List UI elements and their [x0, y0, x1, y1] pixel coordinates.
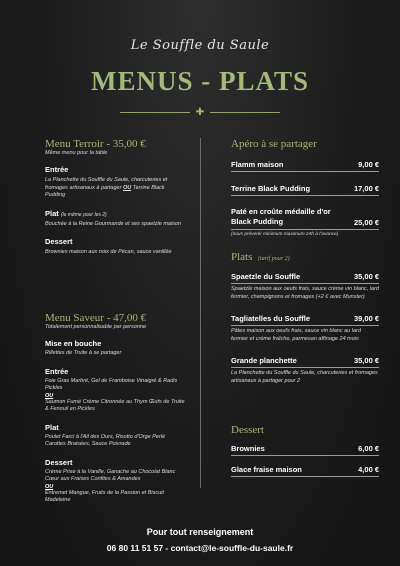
contact-heading: Pour tout renseignement	[146, 527, 254, 537]
terroir-plat-heading: Plat (le même pour les 2)	[45, 208, 107, 218]
apero-item	[231, 207, 379, 239]
saveur-entree-desc2: Saumon Fumé Crème Citronnée au Thym Œufs de Truite & Fenouil en Pickles	[45, 398, 185, 412]
terroir-dessert-heading: Dessert	[45, 237, 73, 246]
terroir-entree-desc: La Planchette du Souffle du Saule, charcuteries et fromages artisanaux à partager OU Terrine Black Pudding	[45, 177, 168, 198]
apero-item-price: 17,00 €	[353, 184, 379, 193]
apero-item-name: Paté en croûte médaille d'or Black Pudding	[231, 207, 331, 226]
saveur-plat-desc: Poulet Farci à l'Ail des Ours, Risotto d'Orge Perlé Carottes Braisées, Sauce Poivrade	[45, 433, 166, 447]
dessert-item-price: 6,00 €	[358, 444, 379, 453]
plat-item	[231, 314, 379, 343]
terroir-dessert-desc: Brownies maison aux noix de Pécan, sauce vanillée	[45, 249, 172, 255]
plat-item-name: Grande planchette	[231, 356, 297, 365]
apero-item-name: Flamm maison	[231, 160, 284, 169]
plats-section	[231, 251, 379, 385]
saveur-mise-desc: Rillettes de Truite à se partager	[45, 350, 122, 356]
apero-item-name: Terrine Black Pudding	[231, 184, 311, 193]
dessert-item	[231, 465, 379, 477]
saveur-entree-heading: Entrée	[45, 366, 69, 376]
plat-item-desc: Pâtes maison aux oeufs frais, sauce vin blanc au lard fermier et crème fraîche, parmesan affinage 24 mois	[231, 328, 361, 342]
saveur-dessert-desc1: Crème Prise à la Vanille, Ganache au Chocolat Blanc Cœur aux Fraises Confites & Amandes	[45, 468, 176, 482]
apero-heading: Apéro à se partager	[231, 138, 317, 150]
plat-item	[231, 356, 379, 385]
saveur-entree-desc1: Foie Gras Marbré, Gel de Framboise Vinaigré & Radis Pickles	[45, 377, 178, 391]
ornament-icon: ✚	[195, 107, 205, 118]
apero-item	[231, 160, 379, 172]
dessert-item-name: Glace fraise maison	[231, 465, 302, 474]
dessert-item	[231, 444, 379, 456]
plats-heading: Plats (tarif pour 2)	[231, 251, 290, 263]
apero-item-price: 25,00 €	[353, 218, 379, 227]
plat-item-price: 35,00 €	[353, 272, 379, 281]
plat-item	[231, 272, 379, 301]
plat-item-name: Tagliatelles du Souffle	[231, 314, 311, 323]
terroir-entree-heading: Entrée	[45, 165, 69, 174]
apero-item	[231, 184, 379, 196]
column-divider	[200, 138, 201, 488]
menu-terroir-heading: Menu Terroir - 35,00 €	[45, 138, 146, 150]
apero-section	[231, 138, 379, 239]
terroir-plat-desc: Bouchée à la Reine Gourmande et ses spaetzle maison	[45, 220, 182, 227]
menu-terroir-section	[45, 138, 185, 257]
plat-item-desc: Spaetzle maison aux oeufs frais, sauce crème vin blanc, lard fermier, champignons et fromages (+2 € avec Munster)	[231, 286, 379, 300]
phone-link[interactable]: 06 80 11 51 57	[106, 543, 164, 553]
menu-saveur-sub: Totalement personnalisable par personne	[45, 324, 147, 330]
dessert-item-price: 4,00 €	[358, 465, 379, 474]
apero-item-note: (nous prévenir minimum maximum 24h à l'avance)	[231, 232, 339, 237]
saveur-plat-heading: Plat	[45, 422, 59, 432]
dessert-section	[231, 424, 379, 477]
brand-name: Le Souffle du Saule	[130, 38, 270, 53]
email-link[interactable]: contact@le-souffle-du-saule.fr	[170, 543, 294, 553]
page-title: MENUS - PLATS	[90, 66, 310, 96]
saveur-dessert-or: OU	[45, 483, 54, 490]
dessert-item-name: Brownies	[231, 444, 265, 453]
apero-item-price: 9,00 €	[358, 160, 379, 169]
plat-item-price: 39,00 €	[353, 314, 379, 323]
contact-line: 06 80 11 51 57 - contact@le-souffle-du-saule.fr	[106, 543, 294, 553]
saveur-dessert-heading: Dessert	[45, 457, 73, 467]
saveur-mise-heading: Mise en bouche	[45, 339, 102, 348]
title-ornament	[120, 108, 280, 118]
menu-saveur-section	[45, 312, 185, 505]
saveur-entree-or: OU	[45, 392, 54, 399]
dessert-heading: Dessert	[231, 424, 264, 436]
saveur-dessert-desc2: Entremet Mangue, Fruits de la Passion et Biscuit Madeleine	[45, 489, 164, 503]
menu-saveur-heading: Menu Saveur - 47,00 €	[45, 312, 147, 324]
plat-item-price: 35,00 €	[353, 356, 379, 365]
plat-item-name: Spaetzle du Souffle	[231, 272, 301, 281]
plat-item-desc: La Planchette du Souffle du Saule, charcuteries et fromages artisanaux à partager pour 2	[231, 370, 378, 384]
menu-terroir-sub: Même menu pour la table	[45, 150, 108, 156]
